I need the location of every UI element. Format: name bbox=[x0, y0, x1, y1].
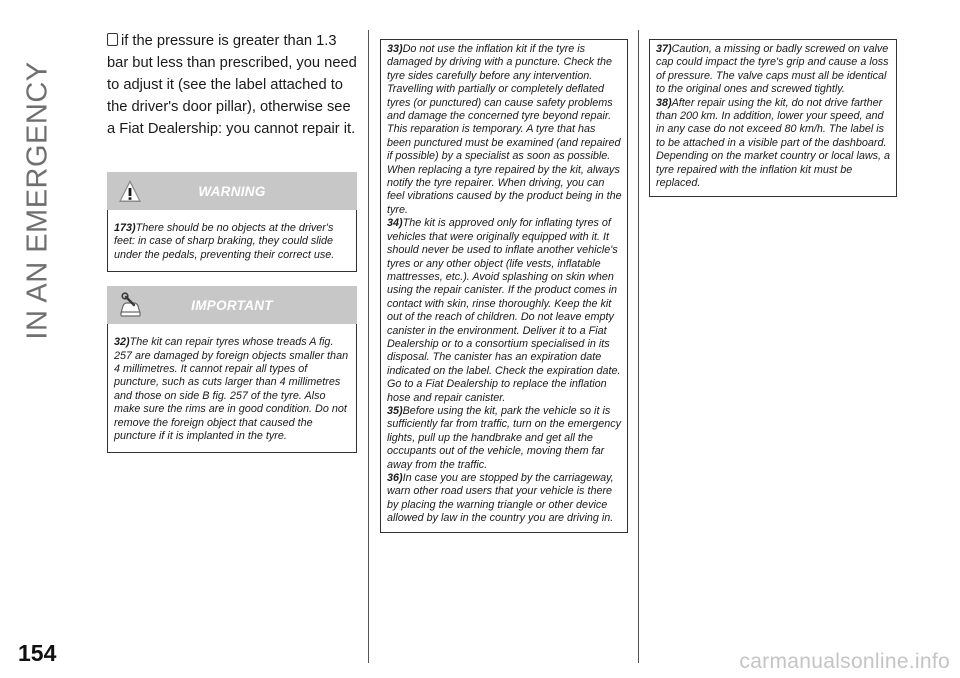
note-number: 36) bbox=[387, 472, 403, 484]
section-title-vertical bbox=[6, 60, 70, 340]
important-note-number: 32) bbox=[114, 336, 130, 349]
important-header bbox=[107, 286, 357, 324]
notes-box-column-3 bbox=[649, 39, 897, 197]
note-37 bbox=[656, 43, 891, 97]
important-title: IMPORTANT bbox=[191, 297, 273, 313]
note-33 bbox=[387, 43, 622, 217]
note-text: After repair using the kit, do not drive farther than 200 km. In addition, lower your speed, and in any case do not exceed 80 km/h. The label is to be attached in a visible part of the dashboard. Depending on the market country or local laws, a tyre repaired with the inflation kit must be replaced. bbox=[656, 96, 891, 190]
note-35 bbox=[387, 405, 622, 472]
warning-title: WARNING bbox=[198, 183, 266, 199]
note-text: In case you are stopped by the carriageway, warn other road users that your vehicle is there by placing the warning triangle or other device allowed by law in the country you are driving in. bbox=[387, 472, 614, 525]
section-title-text: IN AN EMERGENCY bbox=[21, 60, 54, 340]
note-text: Caution, a missing or badly screwed on valve cap could impact the tyre's grip and cause a loss of pressure. The valve caps must all be identical to the original ones and screwed tightly. bbox=[656, 43, 889, 96]
important-note-text: The kit can repair tyres whose treads A fig. 257 are damaged by foreign objects smaller than 4 millimetres. It cannot repair all types of puncture, such as cuts larger than 4 millimetres and those on side B fig. 257 of the tyre. Also make sure the rims are in good condition. Do not remove the foreign object that caused the puncture if it is implanted in the tyre. bbox=[114, 336, 349, 443]
watermark-text: carmanualsonline.info bbox=[739, 650, 950, 673]
warning-triangle-icon bbox=[117, 177, 143, 205]
note-36 bbox=[387, 472, 622, 526]
page-number: 154 bbox=[18, 640, 57, 666]
column-divider-1 bbox=[368, 30, 369, 663]
column-divider-2 bbox=[638, 30, 639, 663]
car-wrench-icon bbox=[117, 291, 143, 319]
important-note-box bbox=[107, 324, 357, 453]
warning-header bbox=[107, 172, 357, 210]
warning-note-number: 173) bbox=[114, 222, 136, 234]
important-block bbox=[107, 286, 357, 453]
note-number: 37) bbox=[656, 43, 672, 55]
notes-box-column-2 bbox=[380, 39, 628, 533]
intro-paragraph bbox=[107, 30, 357, 140]
note-text: Before using the kit, park the vehicle so it is sufficiently far from traffic, turn on the emergency lights, pull up the handbrake and get all the occupants out of the vehicle, moving them far away from the traffic. bbox=[387, 404, 622, 471]
note-number: 33) bbox=[387, 43, 403, 55]
note-text: Do not use the inflation kit if the tyre is damaged by driving with a puncture. Check the tyre sides carefully before any intervention. Travelling with partially or completely deflated tyres (or punctured) can cause safety problems and damage the concerned tyre beyond repair. This reparation is temporary. A tyre that has been punctured must be examined (and repaired if possible) by a specialist as soon as possible. When replacing a tyre repaired by the kit, always notify the tyre repairer. When driving, you can feel vibrations caused by the product being in the tyre. bbox=[387, 43, 622, 216]
warning-note-text: There should be no objects at the driver's feet: in case of sharp braking, they could slide under the pedals, preventing their correct use. bbox=[114, 222, 335, 261]
warning-block bbox=[107, 172, 357, 272]
note-34 bbox=[387, 217, 622, 405]
warning-note-box bbox=[107, 210, 357, 272]
note-number: 35) bbox=[387, 404, 403, 417]
checkbox-bullet-icon bbox=[107, 33, 118, 46]
intro-text: if the pressure is greater than 1.3 bar but less than prescribed, you need to adjust it (see the label attached to the driver's door pillar), otherwise see a Fiat Dealership: you cannot repair it. bbox=[107, 33, 357, 137]
note-text: The kit is approved only for inflating tyres of vehicles that were originally equipped with it. It should never be used to inflate another vehicle's tyres or any other object (life vests, inflatable mattresses, etc.). Avoid splashing on skin when using the repair canister. If the product comes in contact with skin, rinse thoroughly. Keep the kit out of the reach of children. Do not leave empty canister in the environment. Deliver it to a Fiat Dealership or to a consortium specialised in its disposal. The canister has an expiration date indicated on the label. Check the expiration date. Go to a Fiat Dealership to replace the inflation hose and repair canister. bbox=[387, 217, 621, 404]
column-1 bbox=[107, 30, 357, 453]
note-number: 34) bbox=[387, 217, 403, 230]
note-38 bbox=[656, 97, 891, 191]
note-number: 38) bbox=[656, 96, 672, 109]
